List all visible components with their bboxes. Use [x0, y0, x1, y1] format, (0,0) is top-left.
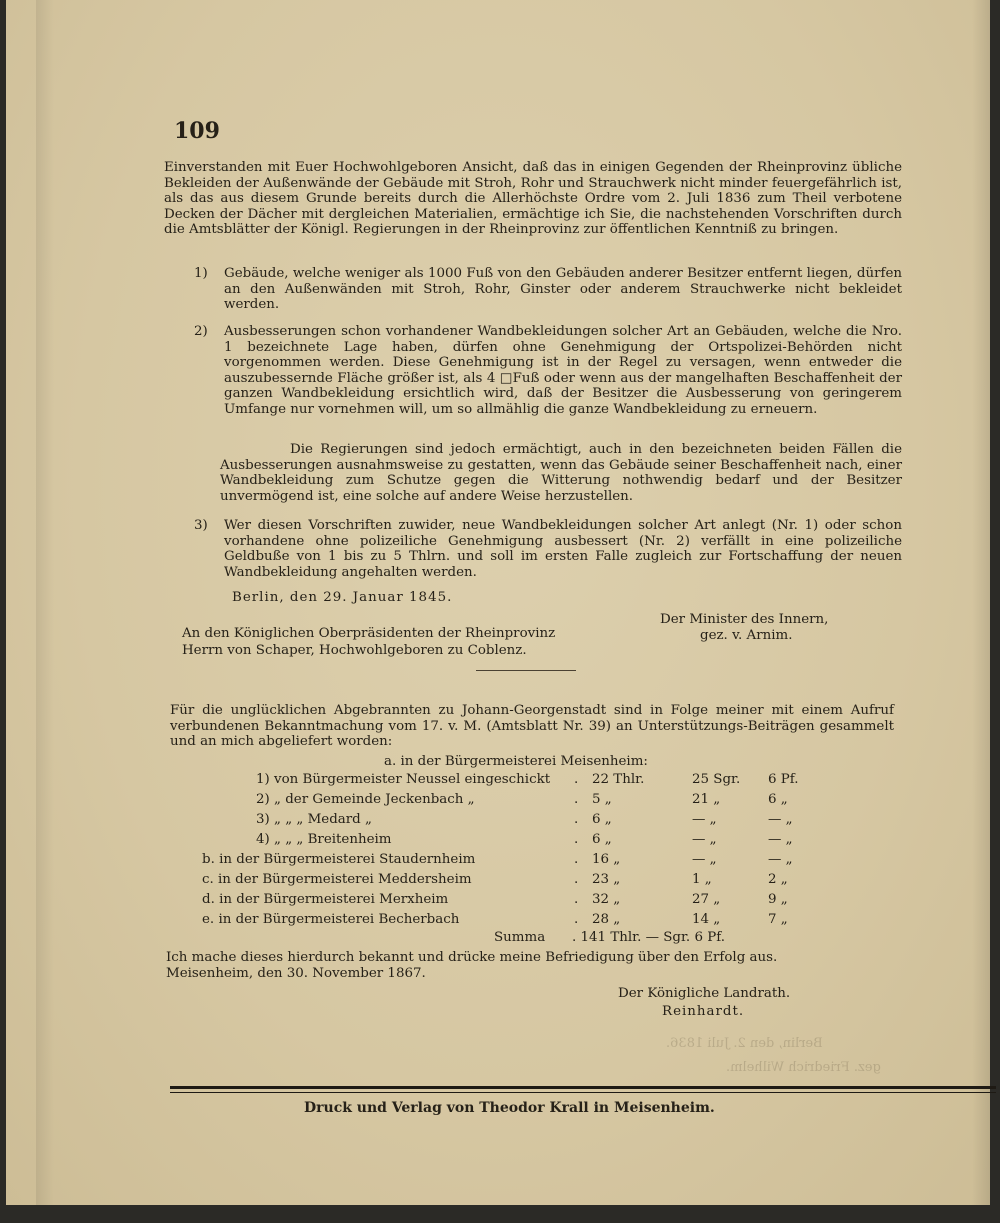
footer-rule-thin — [170, 1092, 996, 1093]
binding-fold — [36, 0, 54, 1205]
rule-number: 2) — [194, 324, 208, 339]
row-silbergroschen: 21 „ — [692, 792, 721, 807]
row-thaler: 6 „ — [592, 812, 612, 827]
row-thaler: 22 Thlr. — [592, 772, 645, 787]
row-thaler: 6 „ — [592, 832, 612, 847]
leader-dot: . — [574, 852, 579, 867]
row-pfennig: — „ — [768, 852, 793, 867]
row-label: d. in der Bürgermeisterei Merxheim — [202, 892, 449, 907]
leader-dot: . — [574, 892, 579, 907]
rule-text: Gebäude, welche weniger als 1000 Fuß von den Gebäuden anderer Besitzer entfernt liegen, dürfen an den Außenwänden mit Stroh, Rohr, Ginster oder anderem Strauchwerke nicht bekleidet werden. — [224, 266, 902, 313]
section-a-heading: a. in der Bürgermeisterei Meisenheim: — [384, 754, 648, 769]
leader-dot: . — [574, 832, 579, 847]
row-silbergroschen: 25 Sgr. — [692, 772, 741, 787]
row-label: 4) „ „ „ Breitenheim — [256, 832, 392, 847]
row-pfennig: 7 „ — [768, 912, 788, 927]
row-silbergroschen: 1 „ — [692, 872, 712, 887]
minister-title: Der Minister des Innern, — [660, 612, 829, 627]
leader-dot: . — [574, 812, 579, 827]
rule-text: Ausbesserungen schon vorhandener Wandbekleidungen solcher Art an Gebäuden, welche die Nro. 1 bezeichnete Lage haben, dürfen ohne Genehmigung der Ortspolizei-Behörden nicht vorgenommen werden. Diese Genehmigung ist in der Regel zu versagen, wenn entweder die auszubessernde Fläche größer ist, als 4 □Fuß oder wenn aus der mangelhaften Beschaffenheit der ganzen Wandbekleidung ersichtlich wird, daß der Besitzer die Ausbesserung von geringerem Umfange nur vornehmen will, um so allmählig die ganze Wandbekleidung zu erneuern. — [224, 324, 902, 417]
sum-value: . 141 Thlr. — Sgr. 6 Pf. — [572, 930, 725, 945]
row-silbergroschen: — „ — [692, 852, 717, 867]
leader-dot: . — [574, 872, 579, 887]
leader-dot: . — [574, 912, 579, 927]
bleedthrough-text: gez. Friedrich Wilhelm. — [726, 1060, 881, 1075]
row-pfennig: 6 „ — [768, 792, 788, 807]
closing-text: Ich mache dieses hierdurch bekannt und drücke meine Befriedigung über den Erfolg aus. — [166, 950, 778, 965]
intro-paragraph: Einverstanden mit Euer Hochwohlgeboren Ansicht, daß das in einigen Gegenden der Rheinprovinz übliche Bekleiden der Außenwände der Gebäude mit Stroh, Rohr und Strauchwerk nicht minder feuergefährlich ist, als das aus diesem Grunde bereits durch die Allerhöchste Ordre vom 2. Juli 1836 zum Theil verbotene Decken der Dächer mit dergleichen Materialien, ermächtige ich Sie, die nachstehenden Vorschriften durch die Amtsblätter der Königl. Regierungen in der Rheinprovinz zur öffentlichen Kenntniß zu bringen. — [164, 160, 902, 238]
row-label: b. in der Bürgermeisterei Staudernheim — [202, 852, 476, 867]
row-silbergroschen: — „ — [692, 832, 717, 847]
decree-date: Berlin, den 29. Januar 1845. — [232, 590, 453, 605]
row-thaler: 32 „ — [592, 892, 621, 907]
addressee-line-2: Herrn von Schaper, Hochwohlgeboren zu Coblenz. — [182, 643, 527, 658]
row-silbergroschen: — „ — [692, 812, 717, 827]
row-label: c. in der Bürgermeisterei Meddersheim — [202, 872, 472, 887]
exception-paragraph: Die Regierungen sind jedoch ermächtigt, auch in den bezeichneten beiden Fällen die Ausbesserungen ausnahmsweise zu gestatten, wenn das Gebäude seiner Beschaffenheit nach, einer Wandbekleidung zum Schutze gegen die Witterung nothwendig bedarf und der Besitzer unvermögend ist, eine solche auf andere Weise herzustellen. — [220, 442, 902, 504]
section-divider — [476, 670, 576, 671]
row-silbergroschen: 27 „ — [692, 892, 721, 907]
page-number: 109 — [174, 118, 220, 144]
bleedthrough-text: Berlin, den 2. Juli 1836. — [666, 1036, 823, 1051]
row-pfennig: — „ — [768, 832, 793, 847]
row-label: e. in der Bürgermeisterei Becherbach — [202, 912, 460, 927]
row-silbergroschen: 14 „ — [692, 912, 721, 927]
page-edge-shadow — [972, 0, 990, 1205]
rule-number: 3) — [194, 518, 208, 533]
document-page — [6, 0, 990, 1205]
minister-signature: gez. v. Arnim. — [700, 628, 793, 643]
row-pfennig: — „ — [768, 812, 793, 827]
row-thaler: 23 „ — [592, 872, 621, 887]
row-label: 2) „ der Gemeinde Jeckenbach „ — [256, 792, 475, 807]
sum-label: Summa — [494, 930, 546, 945]
row-pfennig: 2 „ — [768, 872, 788, 887]
row-thaler: 16 „ — [592, 852, 621, 867]
footer-rule-thick — [170, 1086, 996, 1089]
row-label: 1) von Bürgermeister Neussel eingeschickt — [256, 772, 551, 787]
row-pfennig: 6 Pf. — [768, 772, 799, 787]
row-thaler: 28 „ — [592, 912, 621, 927]
closing-date: Meisenheim, den 30. November 1867. — [166, 965, 426, 981]
rule-number: 1) — [194, 266, 208, 281]
addressee-line-1: An den Königlichen Oberpräsidenten der Rheinprovinz — [182, 626, 556, 641]
leader-dot: . — [574, 772, 579, 787]
rule-text: Wer diesen Vorschriften zuwider, neue Wandbekleidungen solcher Art anlegt (Nr. 1) oder schon vorhandene ohne polizeiliche Genehmigung ausbessert (Nr. 2) verfällt in eine polizeiliche Geldbuße von 1 bis zu 5 Thlrn. und soll im ersten Falle zugleich zur Fortschaffung der neuen Wandbekleidung angehalten werden. — [224, 518, 902, 580]
landrat-title: Der Königliche Landrath. — [618, 986, 791, 1001]
landrat-signature: Reinhardt. — [662, 1004, 745, 1019]
row-thaler: 5 „ — [592, 792, 612, 807]
leader-dot: . — [574, 792, 579, 807]
collection-intro: Für die unglücklichen Abgebrannten zu Johann-Georgenstadt sind in Folge meiner mit einem Aufruf verbundenen Bekanntmachung vom 17. v. M. (Amtsblatt Nr. 39) an Unterstützungs-Beiträgen gesammelt und an mich abgeliefert worden: — [170, 703, 894, 750]
row-label: 3) „ „ „ Medard „ — [256, 812, 372, 827]
row-pfennig: 9 „ — [768, 892, 788, 907]
closing-paragraph — [166, 950, 894, 981]
printer-imprint: Druck und Verlag von Theodor Krall in Meisenheim. — [304, 1100, 715, 1116]
